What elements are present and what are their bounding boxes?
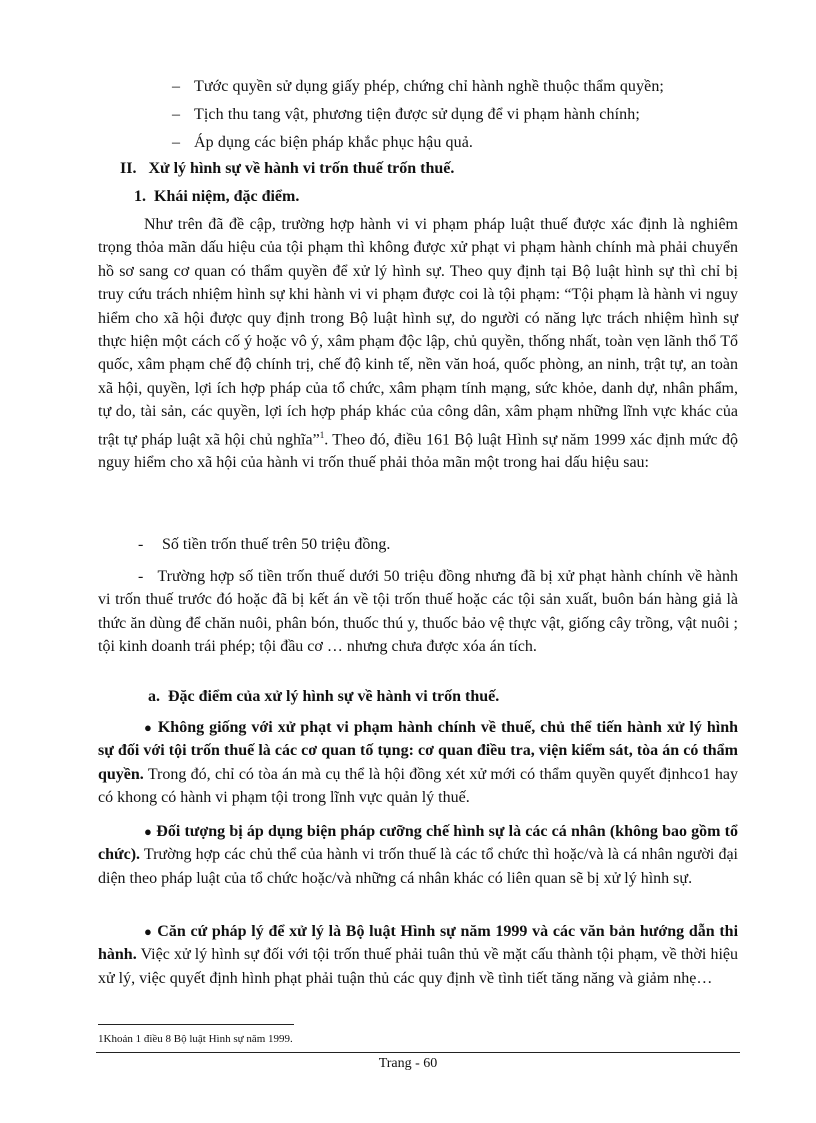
feature-point-1	[98, 716, 738, 810]
list-item	[172, 102, 736, 128]
criteria-item	[138, 533, 390, 557]
list-item	[172, 130, 736, 156]
criteria-text: Trường hợp số tiền trốn thuế dưới 50 triệu đồng nhưng đã bị xử phạt hành chính về hành vi trốn thuế trước đó hoặc đã bị kết án về tội trốn thuế hoặc các tội sản xuất, buôn bán hàng giả là thức ăn dùng để chăn nuôi, phân bón, thuốc thú y, thuốc bảo vệ thực vật, giống cây trồng, vật nuôi ; tội kinh doanh trái phép; tội đầu cơ … nhưng chưa được xóa án tích.	[98, 568, 739, 656]
footnote-number: 1	[98, 1033, 104, 1045]
page-number: Trang - 60	[378, 1056, 438, 1071]
feature-point-text: Việc xử lý hình sự đối với tội trốn thuế phải tuân thủ về mặt cấu thành tội phạm, về thời hiệu xử lý, việc quyết định hình phạt phải tuận thủ các quy định về tình tiết tăng năng và giảm nhẹ…	[98, 946, 738, 987]
list-item-text: Tước quyền sử dụng giấy phép, chứng chỉ hành nghề thuộc thẩm quyền;	[194, 78, 664, 95]
criteria-text: Số tiền trốn thuế trên 50 triệu đồng.	[162, 536, 391, 553]
feature-point-title: Đối tượng bị áp dụng biện pháp cưỡng chế hình sự là các cá nhân (không bao gồm tổ chức).	[98, 823, 739, 864]
list-item-text: Áp dụng các biện pháp khắc phục hậu quả.	[194, 134, 474, 151]
list-dash: –	[172, 134, 181, 151]
paragraph-text: Như trên đã đề cập, trường hợp hành vi vi phạm pháp luật thuế được xác định là nghiêm trọng thỏa mãn dấu hiệu của tội phạm thì không được xử phạt vi phạm hành chính mà phải chuyển hồ sơ sang cơ quan có thẩm quyền để xử lý hình sự. Theo quy định tại Bộ luật hình sự thì chỉ bị truy cứu trách nhiệm hình sự khi hành vi vi phạm được coi là tội phạm: “Tội phạm là hành vi nguy hiểm cho xã hội được quy định trong Bộ luật hình sự, do người có năng lực trách nhiệm hình sự thực hiện một cách cố ý hoặc vô ý, xâm phạm độc lập, chủ quyền, thống nhất, toàn vẹn lãnh thổ Tổ quốc, xâm phạm chế độ chính trị, chế độ kinh tế, nền văn hoá, quốc phòng, an ninh, trật tự, an toàn xã hội, quyền, lợi ích hợp pháp của tổ chức, xâm phạm tính mạng, sức khỏe, danh dự, nhân phẩm, tự do, tài sản, các quyền, lợi ích hợp pháp khác của công dân, xâm phạm những lĩnh vực khác của trật tự pháp luật xã hội chủ nghĩa”	[98, 216, 738, 448]
paragraph-text-cont: . Theo đó, điều 161 Bộ luật Hình sự năm 1999 xác định mức độ nguy hiểm cho xã hội của hành vi trốn thuế phải thỏa mãn một trong hai dấu hiệu sau:	[98, 430, 739, 472]
footer-rule	[96, 1052, 740, 1053]
footnote	[98, 1033, 293, 1045]
list-item	[172, 74, 736, 100]
footnote-separator	[98, 1024, 294, 1025]
feature-point-text: Trong đó, chỉ có tòa án mà cụ thể là hội đồng xét xử mới có thẩm quyền quyết địnhco1 hay có khong có hành vi phạm tội trong lĩnh vực quản lý thuế.	[98, 765, 738, 807]
criteria-dash: -	[138, 568, 144, 585]
criteria-dash: -	[138, 536, 144, 553]
feature-point-title: Không giống với xử phạt vi phạm hành chính về thuế, chủ thể tiến hành xử lý hình sự đối với tội trốn thuế là các cơ quan tố tụng: cơ quan điều tra, viện kiểm sát, tòa án có thẩm quyền.	[98, 719, 738, 783]
list-dash: –	[172, 78, 181, 95]
feature-point-2	[98, 820, 738, 890]
bullet-icon: ●	[144, 924, 153, 939]
feature-point-3	[98, 920, 738, 990]
section-heading: II. Xử lý hình sự về hành vi trốn thuế trốn thuế.	[120, 160, 455, 177]
feature-point-title: Căn cứ pháp lý để xử lý là Bộ luật Hình sự năm 1999 và các văn bản hướng dẫn thi hành.	[98, 923, 739, 964]
criteria-item-2	[98, 565, 738, 659]
bullet-icon: ●	[144, 824, 153, 839]
bullet-icon: ●	[144, 720, 153, 735]
list-item-text: Tịch thu tang vật, phương tiện được sử dụng để vi phạm hành chính;	[194, 106, 640, 123]
subsection-heading: 1. Khái niệm, đặc điểm.	[134, 188, 300, 205]
subheading-a: a. Đặc điểm của xử lý hình sự về hành vi trốn thuế.	[148, 688, 500, 705]
footnote-reference: 1	[319, 429, 325, 440]
paragraph-definition	[98, 213, 738, 475]
footnote-text: Khoản 1 điều 8 Bộ luật Hình sự năm 1999.	[103, 1033, 293, 1045]
list-dash: –	[172, 106, 181, 123]
feature-point-text: Trường hợp các chủ thể của hành vi trốn thuế là các tổ chức thì hoặc/và là cá nhân người đại diện theo pháp luật của tổ chức hoặc/và những cá nhân khác có liên quan sẽ bị xử lý hình sự.	[98, 846, 738, 887]
